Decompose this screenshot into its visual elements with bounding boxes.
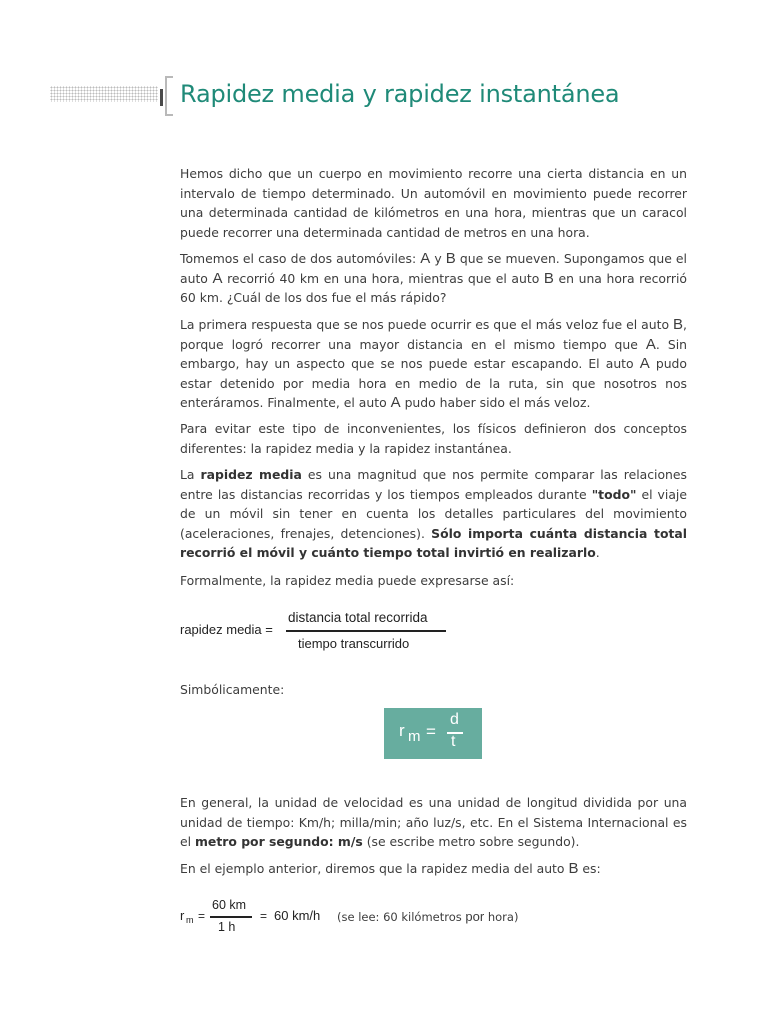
title-bracket xyxy=(165,76,173,116)
dotted-pattern xyxy=(50,86,158,102)
fraction-line xyxy=(210,916,252,918)
paragraph-rapidez-media: La rapidez media es una magnitud que nos permite comparar las relaciones entre las distancias recorridas y los tiempos empleados durante "todo" el viaje de un móvil sin tener en cuenta los detalles particulares del movimiento (aceleraciones, frenajes, detenciones). Sólo importa cuánta distancia total recorrió el móvil y cuánto tiempo total invirtió en realizarlo. xyxy=(180,467,687,561)
header-bar xyxy=(160,89,163,106)
paragraph-example: En el ejemplo anterior, diremos que la rapidez media del auto B es: xyxy=(180,860,601,877)
symbolic-formula-box: r m = d t xyxy=(384,708,482,759)
paragraph-concepts: Para evitar este tipo de inconvenientes, los físicos definieron dos conceptos diferentes: la rapidez media y la rapidez instantánea. xyxy=(180,421,687,456)
paragraph-formal: Formalmente, la rapidez media puede expresarse así: xyxy=(180,573,515,588)
paragraph-units: En general, la unidad de velocidad es una unidad de longitud dividida por una unidad de tiempo: Km/h; milla/min; año luz/s, etc. En el Sistema Internacional es el metro por segundo: m/s (se escribe metro sobre segundo). xyxy=(180,795,687,850)
paragraph-first-answer: La primera respuesta que se nos puede ocurrir es que el más veloz fue el auto B, porque logró recorrer una mayor distancia en el mismo tiempo que A. Sin embargo, hay un aspecto que se nos puede estar escapando. El auto A pudo estar detenido por media hora en medio de la ruta, sin que nosotros nos enteráramos. Finalmente, el auto A pudo haber sido el más veloz. xyxy=(180,316,687,412)
page-title: Rapidez media y rapidez instantánea xyxy=(180,80,620,108)
paragraph-intro: Hemos dicho que un cuerpo en movimiento recorre una cierta distancia en un intervalo de tiempo determinado. Un automóvil en movimiento puede recorrer una determinada cantidad de kilómetros en una hora, mientras que un caracol puede recorrer una determinada cantidad de metros en una hora. xyxy=(180,166,687,240)
paragraph-cars: Tomemos el caso de dos automóviles: A y B que se mueven. Supongamos que el auto A recorrió 40 km en una hora, mientras que el auto B en una hora recorrió 60 km. ¿Cuál de los dos fue el más rápido? xyxy=(180,250,688,306)
paragraph-symbolic: Simbólicamente: xyxy=(180,682,285,697)
formula-reading-note: (se lee: 60 kilómetros por hora) xyxy=(337,909,519,924)
fraction-line xyxy=(286,630,446,632)
